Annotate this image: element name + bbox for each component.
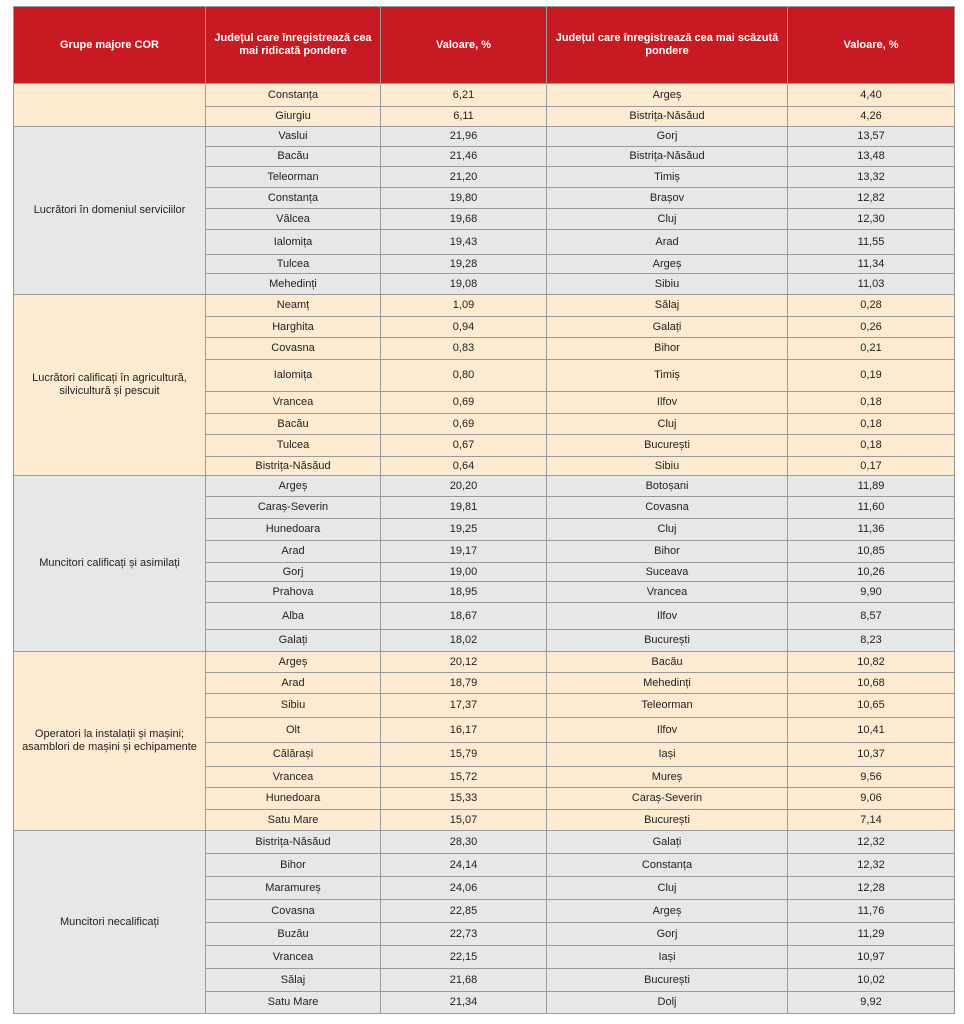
highest-county-cell: Bacău (206, 147, 381, 167)
highest-value-cell: 18,02 (381, 630, 547, 652)
highest-county-cell: Covasna (206, 338, 381, 360)
highest-county-cell: Maramureș (206, 877, 381, 900)
highest-value-cell: 21,96 (381, 127, 547, 147)
lowest-county-cell: Iași (547, 743, 788, 767)
highest-value-cell: 22,15 (381, 946, 547, 969)
lowest-value-cell: 13,32 (788, 167, 955, 188)
highest-county-cell: Argeș (206, 476, 381, 497)
highest-county-cell: Bihor (206, 854, 381, 877)
lowest-value-cell: 9,92 (788, 992, 955, 1014)
group-name-cell: Lucrători calificați în agricultură, silvicultură și pescuit (14, 295, 206, 476)
lowest-value-cell: 12,82 (788, 188, 955, 209)
lowest-value-cell: 0,18 (788, 435, 955, 457)
lowest-county-cell: Ilfov (547, 718, 788, 743)
lowest-value-cell: 10,85 (788, 541, 955, 563)
highest-county-cell: Călărași (206, 743, 381, 767)
highest-value-cell: 0,80 (381, 360, 547, 392)
highest-value-cell: 20,12 (381, 652, 547, 673)
lowest-county-cell: București (547, 810, 788, 831)
header-highest-value: Valoare, % (381, 7, 547, 84)
lowest-county-cell: Gorj (547, 923, 788, 946)
highest-value-cell: 19,25 (381, 519, 547, 541)
highest-value-cell: 19,00 (381, 563, 547, 582)
highest-value-cell: 15,07 (381, 810, 547, 831)
table-row (14, 831, 955, 854)
lowest-county-cell: Bihor (547, 338, 788, 360)
highest-value-cell: 1,09 (381, 295, 547, 317)
highest-county-cell: Tulcea (206, 435, 381, 457)
lowest-value-cell: 11,36 (788, 519, 955, 541)
highest-value-cell: 0,67 (381, 435, 547, 457)
highest-value-cell: 19,17 (381, 541, 547, 563)
lowest-value-cell: 13,48 (788, 147, 955, 167)
lowest-value-cell: 11,76 (788, 900, 955, 923)
lowest-county-cell: Constanța (547, 854, 788, 877)
highest-value-cell: 0,94 (381, 317, 547, 338)
highest-value-cell: 18,67 (381, 603, 547, 630)
highest-county-cell: Sibiu (206, 694, 381, 718)
highest-county-cell: Tulcea (206, 255, 381, 274)
highest-value-cell: 19,43 (381, 230, 547, 255)
lowest-value-cell: 0,17 (788, 457, 955, 476)
lowest-county-cell: Sibiu (547, 274, 788, 295)
lowest-value-cell: 8,23 (788, 630, 955, 652)
lowest-county-cell: Cluj (547, 414, 788, 435)
group-name-cell: Muncitori calificați și asimilați (14, 476, 206, 652)
cor-groups-table (13, 6, 955, 1014)
highest-county-cell: Olt (206, 718, 381, 743)
lowest-county-cell: Argeș (547, 900, 788, 923)
highest-value-cell: 0,69 (381, 392, 547, 414)
highest-value-cell: 17,37 (381, 694, 547, 718)
highest-county-cell: Constanța (206, 84, 381, 107)
highest-county-cell: Neamț (206, 295, 381, 317)
lowest-county-cell: Suceava (547, 563, 788, 582)
lowest-value-cell: 12,32 (788, 854, 955, 877)
lowest-value-cell: 0,18 (788, 392, 955, 414)
highest-value-cell: 18,79 (381, 673, 547, 694)
highest-county-cell: Prahova (206, 582, 381, 603)
highest-value-cell: 28,30 (381, 831, 547, 854)
lowest-county-cell: Covasna (547, 497, 788, 519)
table-body (14, 84, 955, 1014)
lowest-value-cell: 9,90 (788, 582, 955, 603)
highest-value-cell: 15,72 (381, 767, 547, 788)
lowest-county-cell: Timiș (547, 167, 788, 188)
group-name-cell: Lucrători în domeniul serviciilor (14, 127, 206, 295)
highest-county-cell: Mehedinți (206, 274, 381, 295)
highest-county-cell: Bistrița-Năsăud (206, 831, 381, 854)
lowest-value-cell: 11,29 (788, 923, 955, 946)
table-row (14, 652, 955, 673)
lowest-value-cell: 0,18 (788, 414, 955, 435)
lowest-county-cell: București (547, 435, 788, 457)
lowest-county-cell: Sălaj (547, 295, 788, 317)
header-cor-groups: Grupe majore COR (14, 7, 206, 84)
highest-value-cell: 0,69 (381, 414, 547, 435)
group-name-cell: Muncitori necalificați (14, 831, 206, 1014)
lowest-county-cell: Bistrița-Năsăud (547, 147, 788, 167)
lowest-county-cell: Bacău (547, 652, 788, 673)
highest-county-cell: Covasna (206, 900, 381, 923)
lowest-value-cell: 4,26 (788, 107, 955, 127)
lowest-value-cell: 11,89 (788, 476, 955, 497)
highest-county-cell: Vâlcea (206, 209, 381, 230)
highest-value-cell: 20,20 (381, 476, 547, 497)
lowest-value-cell: 12,28 (788, 877, 955, 900)
highest-value-cell: 19,81 (381, 497, 547, 519)
lowest-value-cell: 10,68 (788, 673, 955, 694)
highest-county-cell: Buzău (206, 923, 381, 946)
lowest-county-cell: Vrancea (547, 582, 788, 603)
lowest-county-cell: Brașov (547, 188, 788, 209)
lowest-value-cell: 11,55 (788, 230, 955, 255)
lowest-value-cell: 8,57 (788, 603, 955, 630)
highest-county-cell: Vrancea (206, 392, 381, 414)
lowest-value-cell: 11,60 (788, 497, 955, 519)
highest-value-cell: 22,73 (381, 923, 547, 946)
highest-value-cell: 19,08 (381, 274, 547, 295)
highest-county-cell: Hunedoara (206, 519, 381, 541)
lowest-county-cell: Cluj (547, 519, 788, 541)
table-row (14, 127, 955, 147)
lowest-county-cell: Argeș (547, 255, 788, 274)
lowest-value-cell: 9,56 (788, 767, 955, 788)
lowest-county-cell: Argeș (547, 84, 788, 107)
highest-county-cell: Alba (206, 603, 381, 630)
lowest-county-cell: Galați (547, 317, 788, 338)
lowest-county-cell: Gorj (547, 127, 788, 147)
lowest-county-cell: Bihor (547, 541, 788, 563)
highest-county-cell: Galați (206, 630, 381, 652)
highest-county-cell: Satu Mare (206, 810, 381, 831)
lowest-value-cell: 4,40 (788, 84, 955, 107)
highest-county-cell: Arad (206, 541, 381, 563)
header-lowest-county: Județul care înregistrează cea mai scăzută pondere (547, 7, 788, 84)
lowest-value-cell: 0,26 (788, 317, 955, 338)
lowest-value-cell: 12,32 (788, 831, 955, 854)
lowest-value-cell: 13,57 (788, 127, 955, 147)
table-row (14, 84, 955, 107)
lowest-county-cell: Ilfov (547, 603, 788, 630)
lowest-value-cell: 10,26 (788, 563, 955, 582)
lowest-county-cell: Arad (547, 230, 788, 255)
highest-county-cell: Harghita (206, 317, 381, 338)
header-lowest-value: Valoare, % (788, 7, 955, 84)
highest-value-cell: 21,46 (381, 147, 547, 167)
highest-county-cell: Sălaj (206, 969, 381, 992)
lowest-county-cell: București (547, 969, 788, 992)
lowest-value-cell: 10,97 (788, 946, 955, 969)
highest-county-cell: Ialomița (206, 360, 381, 392)
lowest-county-cell: București (547, 630, 788, 652)
lowest-value-cell: 10,02 (788, 969, 955, 992)
group-name-cell (14, 84, 206, 127)
highest-county-cell: Constanța (206, 188, 381, 209)
highest-value-cell: 6,21 (381, 84, 547, 107)
lowest-county-cell: Sibiu (547, 457, 788, 476)
highest-value-cell: 21,20 (381, 167, 547, 188)
highest-county-cell: Bacău (206, 414, 381, 435)
highest-value-cell: 22,85 (381, 900, 547, 923)
lowest-county-cell: Mehedinți (547, 673, 788, 694)
lowest-county-cell: Cluj (547, 209, 788, 230)
highest-value-cell: 16,17 (381, 718, 547, 743)
highest-value-cell: 19,80 (381, 188, 547, 209)
lowest-value-cell: 10,82 (788, 652, 955, 673)
highest-value-cell: 24,06 (381, 877, 547, 900)
lowest-value-cell: 10,37 (788, 743, 955, 767)
highest-county-cell: Vaslui (206, 127, 381, 147)
highest-value-cell: 19,68 (381, 209, 547, 230)
highest-county-cell: Vrancea (206, 767, 381, 788)
group-name-cell: Operatori la instalații și mașini; asamblori de mașini și echipamente (14, 652, 206, 831)
highest-value-cell: 24,14 (381, 854, 547, 877)
highest-county-cell: Arad (206, 673, 381, 694)
lowest-value-cell: 0,21 (788, 338, 955, 360)
lowest-value-cell: 9,06 (788, 788, 955, 810)
highest-value-cell: 19,28 (381, 255, 547, 274)
lowest-county-cell: Galați (547, 831, 788, 854)
highest-value-cell: 21,68 (381, 969, 547, 992)
highest-county-cell: Teleorman (206, 167, 381, 188)
highest-value-cell: 0,64 (381, 457, 547, 476)
table-row (14, 295, 955, 317)
highest-county-cell: Caraș-Severin (206, 497, 381, 519)
lowest-county-cell: Cluj (547, 877, 788, 900)
lowest-value-cell: 0,19 (788, 360, 955, 392)
highest-value-cell: 15,33 (381, 788, 547, 810)
lowest-county-cell: Iași (547, 946, 788, 969)
highest-county-cell: Ialomița (206, 230, 381, 255)
highest-value-cell: 0,83 (381, 338, 547, 360)
lowest-county-cell: Botoșani (547, 476, 788, 497)
lowest-value-cell: 7,14 (788, 810, 955, 831)
table-row (14, 476, 955, 497)
lowest-county-cell: Caraș-Severin (547, 788, 788, 810)
highest-value-cell: 15,79 (381, 743, 547, 767)
lowest-value-cell: 12,30 (788, 209, 955, 230)
lowest-value-cell: 11,03 (788, 274, 955, 295)
highest-county-cell: Argeș (206, 652, 381, 673)
lowest-county-cell: Dolj (547, 992, 788, 1014)
highest-value-cell: 18,95 (381, 582, 547, 603)
highest-county-cell: Bistrița-Năsăud (206, 457, 381, 476)
lowest-value-cell: 11,34 (788, 255, 955, 274)
lowest-county-cell: Bistrița-Năsăud (547, 107, 788, 127)
header-row (14, 7, 955, 84)
highest-county-cell: Vrancea (206, 946, 381, 969)
highest-county-cell: Gorj (206, 563, 381, 582)
lowest-value-cell: 0,28 (788, 295, 955, 317)
highest-county-cell: Hunedoara (206, 788, 381, 810)
highest-county-cell: Giurgiu (206, 107, 381, 127)
lowest-value-cell: 10,65 (788, 694, 955, 718)
highest-value-cell: 6,11 (381, 107, 547, 127)
header-highest-county: Județul care înregistrează cea mai ridicată pondere (206, 7, 381, 84)
lowest-county-cell: Teleorman (547, 694, 788, 718)
highest-value-cell: 21,34 (381, 992, 547, 1014)
lowest-county-cell: Timiș (547, 360, 788, 392)
lowest-county-cell: Ilfov (547, 392, 788, 414)
lowest-county-cell: Mureș (547, 767, 788, 788)
highest-county-cell: Satu Mare (206, 992, 381, 1014)
lowest-value-cell: 10,41 (788, 718, 955, 743)
